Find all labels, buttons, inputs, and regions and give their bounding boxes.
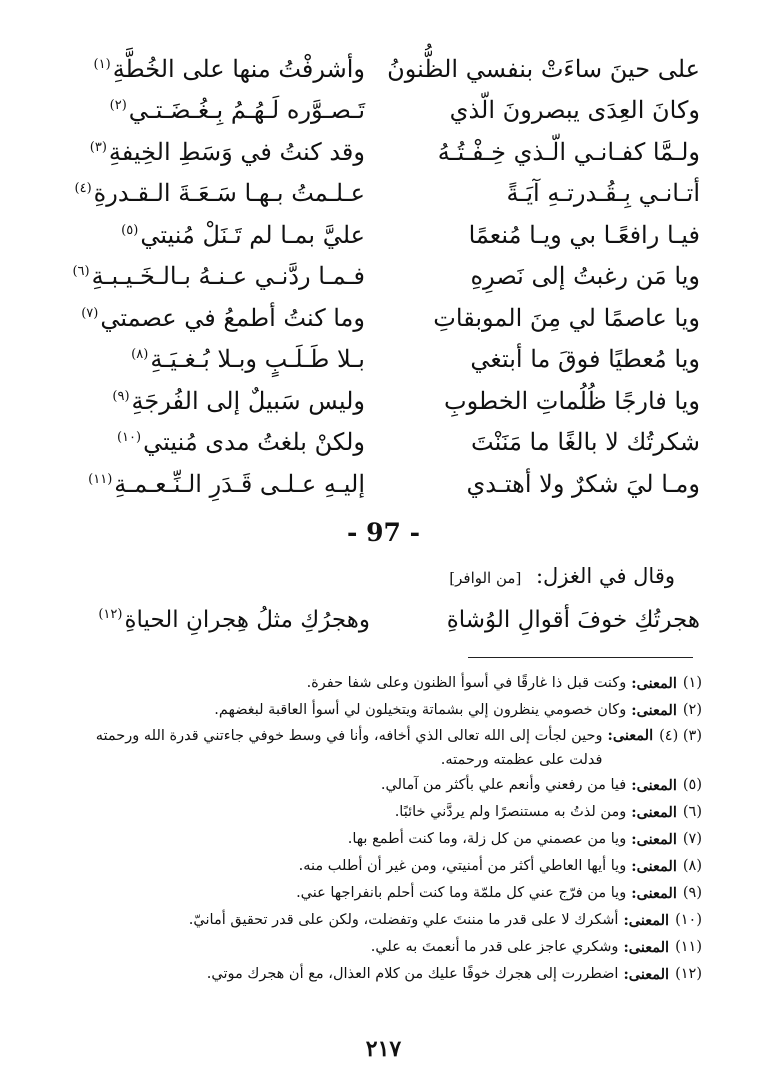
verse-line	[70, 256, 700, 298]
verse-first-hemistich: ويا مَن رغبتُ إلى نَصرِهِ	[470, 262, 700, 291]
footnote	[66, 670, 702, 697]
verse-line	[70, 214, 700, 256]
verse-second-hemistich: وأشرفْتُ منها على الخُطَّةِ$^{(١)}$	[93, 54, 365, 83]
page-number: ٢١٧	[365, 1036, 402, 1062]
footnote	[66, 934, 702, 961]
poem-intro	[449, 564, 675, 588]
verse-second-hemistich: بـلا طَـلَـبٍ وبـلا بُـغـيَـةِ$^{(٨)}$	[131, 345, 365, 374]
verse-second-hemistich: عـلـمتُ بـهـا سَـعَـةَ الـقـدرةِ$^{(٤)}$	[74, 179, 365, 208]
footnote-label: المعنى:	[623, 939, 670, 956]
verse-line	[70, 463, 700, 505]
meter-label: [من الوافر]	[449, 569, 522, 587]
verse-second-hemistich: وما كنتُ أطمعُ في عصمتي$^{(٧)}$	[81, 303, 365, 332]
footnote-text: فيا من رفعني وأنعم علي بأكثر من آمالي.	[380, 777, 627, 793]
verse-first-hemistich: ويا عاصمًا لي مِنَ الموبقاتِ	[433, 303, 700, 332]
footnote-label: المعنى:	[623, 966, 670, 983]
footnote	[66, 772, 702, 799]
verse-second-hemistich: وليس سَبيلٌ إلى الفُرجَةِ$^{(٩)}$	[112, 386, 365, 415]
footnote-label: المعنى:	[631, 702, 677, 719]
verse-line	[70, 422, 700, 464]
footnote-label: المعنى:	[631, 858, 677, 875]
verse-second-hemistich: وهجرُكِ مثلُ هِجرانِ الحياةِ$^{(١٢)}$	[98, 607, 370, 633]
footnote-number: (٩)	[682, 885, 702, 901]
verse-second-hemistich: وقد كنتُ في وَسَطِ الخِيفةِ$^{(٣)}$	[89, 137, 365, 166]
footnote-marker: (٩)	[112, 388, 130, 404]
footnote-marker: (١)	[93, 56, 111, 72]
footnote-text: ومن لذتُ به مستنصرًا ولم يردَّني خائبًا.	[394, 804, 627, 820]
footnote-number: (٢)	[682, 702, 702, 718]
footnote-number: (٧)	[682, 831, 702, 847]
footnote-marker: (٨)	[131, 347, 149, 363]
footnote-text: أشكرك لا على قدر ما مننتَ علي وتفضلت، ولكن على قدر تحقيق أمانيّ.	[188, 912, 619, 928]
footnote-number: (٣) (٤)	[659, 728, 702, 744]
footnote-number: (٨)	[682, 858, 702, 874]
verse-line	[70, 48, 700, 90]
verse-second-hemistich: فـمـا ردَّنـي عـنـهُ بـالـخَـيـبـةِ$^{(٦)}$	[72, 262, 365, 291]
footnote-divider	[468, 657, 693, 658]
verse-first-hemistich: شكرتُك لا بالغًا ما مَنَنْتَ	[471, 428, 700, 457]
poem-number: - 97 -	[347, 518, 420, 547]
verse-first-hemistich: ويا فارجًا ظُلُماتِ الخطوبِ	[444, 386, 700, 415]
footnote-text: ويا من عصمني من كل زلة، وما كنت أطمع بها.	[347, 831, 627, 847]
footnote	[66, 961, 702, 988]
footnote-marker: (٣)	[89, 139, 107, 155]
footnote-text: وشكري عاجز على قدر ما أنعمتَ به علي.	[370, 939, 619, 955]
footnote	[66, 697, 702, 724]
verse-line	[70, 339, 700, 381]
footnote-marker: (٦)	[72, 264, 90, 280]
footnotes	[66, 670, 702, 988]
footnote	[66, 724, 702, 772]
footnote-marker: (٤)	[74, 181, 92, 197]
verse-line	[70, 173, 700, 215]
verse-first-hemistich: ويا مُعطيًا فوقَ ما أبتغي	[470, 345, 700, 374]
footnote	[66, 907, 702, 934]
footnote-label: المعنى:	[623, 912, 670, 929]
footnote-label: المعنى:	[631, 675, 677, 692]
footnote-text: وكان خصومي ينظرون إلي بشماتة ويتخيلون لي أسوأ العاقبة لبغضهم.	[214, 702, 627, 718]
footnote-marker: (٧)	[81, 305, 99, 321]
footnote-marker: (١٢)	[98, 607, 123, 623]
footnote-label: المعنى:	[631, 804, 677, 821]
footnote	[66, 880, 702, 907]
verse-second-hemistich: تَـصـوَّره لَـهُـمُ بِـغُـضَـتـي$^{(٢)}$	[109, 96, 365, 125]
verse-line	[70, 600, 700, 640]
footnote-text: ويا من فرّج عني كل ملمّة وما كنت أحلم بانفراجها عني.	[296, 885, 627, 901]
footnote-number: (١١)	[675, 939, 702, 955]
footnote	[66, 853, 702, 880]
verse-first-hemistich: وكانَ العِدَى يبصرونَ الّذي	[449, 96, 700, 125]
footnote-marker: (٥)	[121, 222, 139, 238]
footnote-text: وحين لجأت إلى الله تعالى الذي أخافه، وأنا في وسط خوفي جاءتني قدرة الله ورحمته فدلت على عظمته ورحمته.	[95, 728, 603, 768]
footnote-number: (٥)	[682, 777, 702, 793]
footnote-text: ويا أيها العاطي أكثر من أمنيتي، ومن غير أن أطلب منه.	[298, 858, 627, 874]
footnote-number: (١)	[682, 675, 702, 691]
verse-first-hemistich: على حينَ ساءَتْ بنفسي الظُّنونُ	[387, 54, 700, 83]
verse-second-hemistich: ولكنْ بلغتُ مدى مُنيتي$^{(١٠)}$	[116, 428, 365, 457]
footnote-label: المعنى:	[631, 831, 677, 848]
footnote-marker: (١١)	[88, 471, 113, 487]
poem-verses	[70, 48, 700, 505]
footnote	[66, 826, 702, 853]
footnote-text: وكنت قبل ذا غارقًا في أسوأ الظنون وعلى شفا حفرة.	[306, 675, 627, 691]
footnote-number: (١٠)	[675, 912, 702, 928]
verse-line	[70, 90, 700, 132]
footnote	[66, 799, 702, 826]
verse-line	[70, 380, 700, 422]
verse-second-hemistich: إليـهِ عـلـى قَـدَرِ الـنِّـعـمـةِ$^{(١١)}$	[88, 469, 365, 498]
intro-text: وقال في الغزل:	[535, 564, 675, 588]
verse-first-hemistich: فيـا رافعًـا بي ويـا مُنعمًا	[468, 220, 700, 249]
footnote-label: المعنى:	[607, 727, 654, 744]
footnote-number: (٦)	[682, 804, 702, 820]
verse-first-hemistich: ومـا ليَ شكرٌ ولا أهتـدي	[466, 469, 700, 498]
verse-first-hemistich: ولـمَّا كفـانـي الّـذي خِـفْـتُـهُ	[437, 137, 700, 166]
footnote-marker: (٢)	[109, 98, 127, 114]
footnote-marker: (١٠)	[116, 430, 142, 446]
verse-first-hemistich: هجرتُكِ خوفَ أقوالِ الوُشاةِ	[446, 607, 700, 633]
footnote-label: المعنى:	[631, 885, 677, 902]
verse-first-hemistich: أتـانـي بِـقُـدرتـهِ آيَـةً	[506, 179, 700, 208]
verse-second-hemistich: عليَّ بمـا لم تَـنَلْ مُنيتي$^{(٥)}$	[121, 220, 365, 249]
footnote-label: المعنى:	[631, 777, 677, 794]
verse-line	[70, 131, 700, 173]
footnote-text: اضطررت إلى هجرك خوفًا عليك من كلام العذال، مع أن هجرك موتي.	[206, 966, 619, 982]
footnote-number: (١٢)	[675, 966, 702, 982]
verse-line	[70, 297, 700, 339]
